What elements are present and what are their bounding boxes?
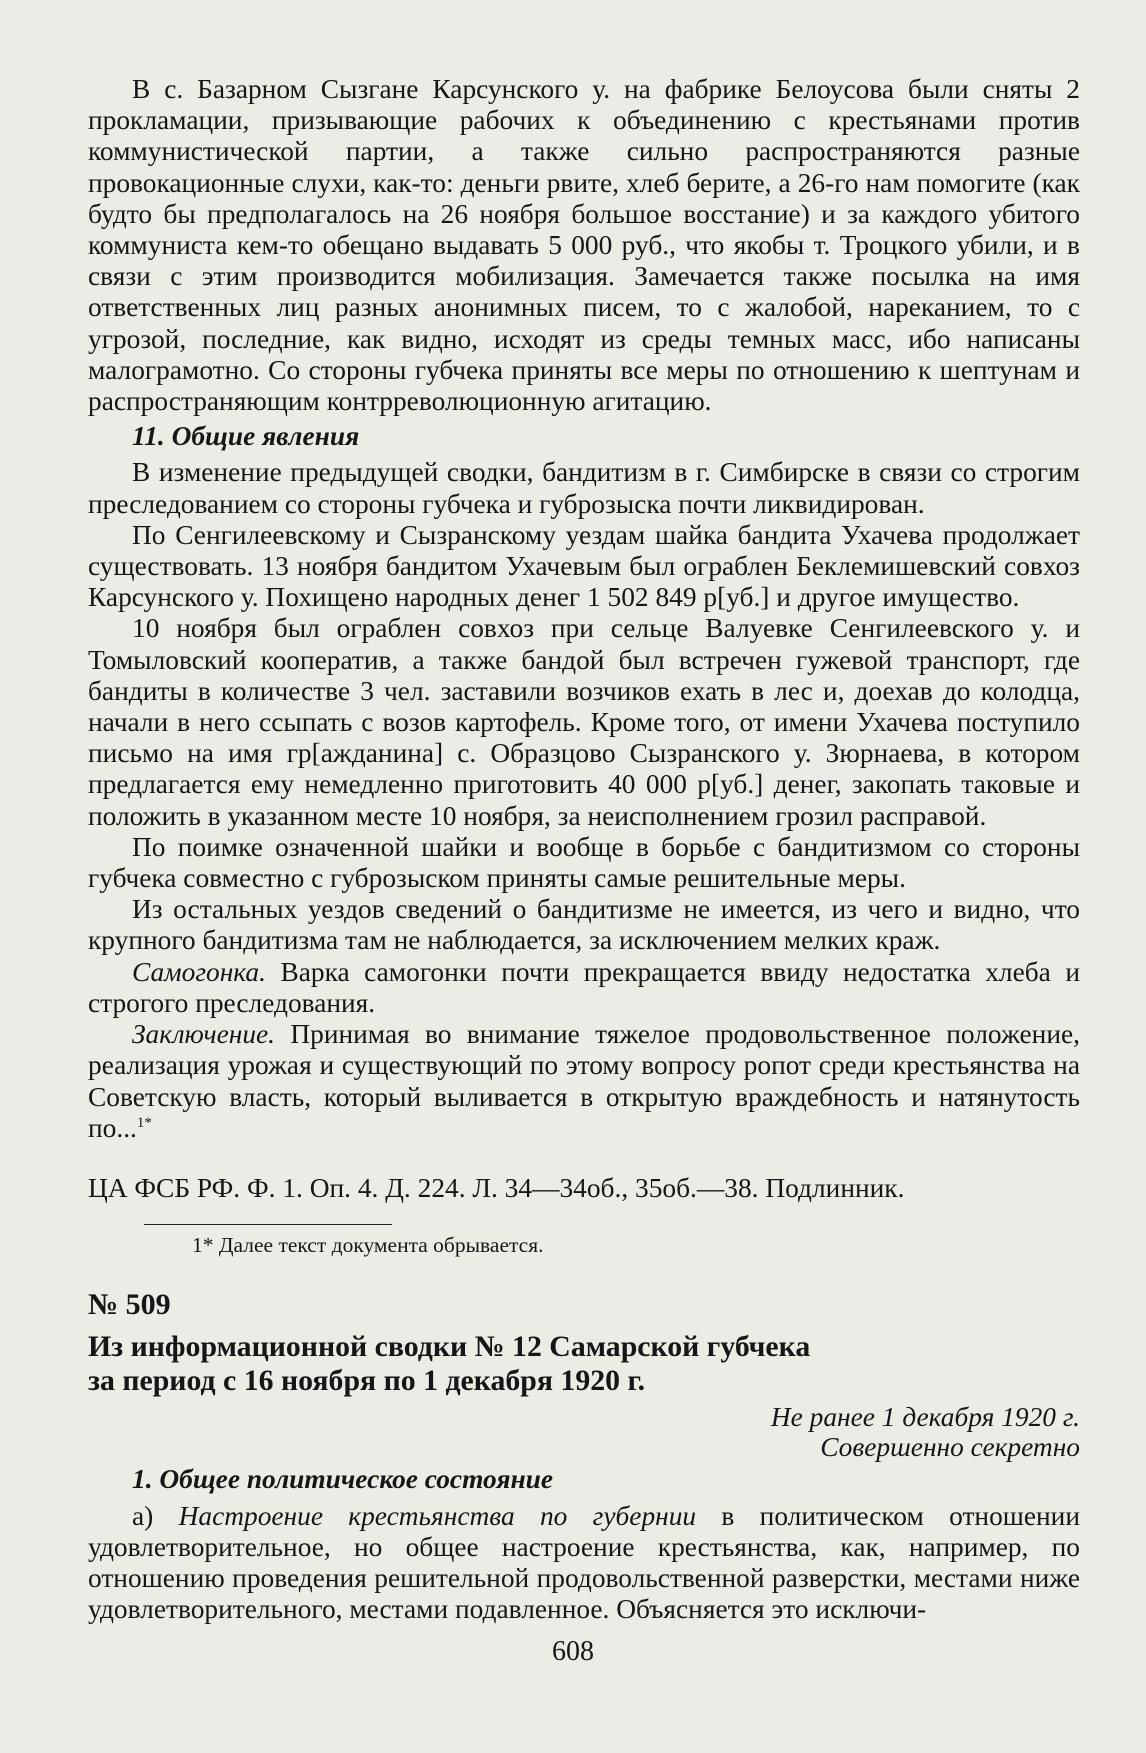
paragraph: Из остальных уездов сведений о бандитизме не имеется, из чего и видно, что крупного бандитизма там не наблюдается, за исключением мелких краж. — [88, 894, 1080, 956]
footnote-reference: 1* — [136, 1114, 152, 1131]
paragraph — [88, 1501, 1080, 1626]
archive-source: ЦА ФСБ РФ. Ф. 1. Оп. 4. Д. 224. Л. 34—34об., 35об.—38. Подлинник. — [88, 1172, 905, 1203]
paragraph — [88, 1019, 1080, 1144]
paragraph-prefix: а) — [132, 1500, 179, 1531]
document-meta — [88, 1402, 1080, 1462]
document-number: № 509 — [88, 1288, 171, 1322]
section-heading: 1. Общее политическое состояние — [132, 1464, 554, 1495]
document-secrecy: Совершенно секретно — [820, 1432, 1080, 1463]
paragraph-label: Настроение крестьянства по губернии — [178, 1500, 697, 1531]
paragraph-label: Самогонка. — [132, 956, 266, 987]
paragraph — [88, 957, 1080, 1019]
footnote — [192, 1232, 1080, 1258]
document-title-line: Из информационной сводки № 12 Самарской губчека — [88, 1330, 811, 1364]
paragraph-text: Варка самогонки почти прекращается ввиду недостатка хлеба и строгого преследования. — [88, 956, 1080, 1018]
paragraph: По Сенгилеевскому и Сызранскому уездам шайка бандита Ухачева продолжает существовать. 13 ноября бандитом Ухачевым был ограблен Беклемишевский совхоз Карсунского у. Похищено народных денег 1 502 849 р[уб.] и другое имущество. — [88, 519, 1080, 613]
document-title — [88, 1330, 1080, 1398]
paragraph-label: Заключение. — [132, 1019, 276, 1050]
footnote-mark: 1* — [192, 1233, 214, 1258]
paragraph: По поимке означенной шайки и вообще в борьбе с бандитизмом со стороны губчека совместно с губрозыском приняты самые решительные меры. — [88, 831, 1080, 894]
document-title-line: за период с 16 ноября по 1 декабря 1920 г. — [88, 1364, 646, 1398]
paragraph: 10 ноября был ограблен совхоз при сельце Валуевке Сенгилеевского у. и Томыловский кооператив, а также бандой был встречен гужевой транспорт, где бандиты в количестве 3 чел. заставили возчиков ехать в лес и, доехав до колодца, начали в него ссыпать с возов картофель. Кроме того, от имени Ухачева поступило письмо на имя гр[ажданина] с. Образцово Сызранского у. Зюрнаева, в котором предлагается ему немедленно приготовить 40 000 р[уб.] денег, закопать таковые и положить в указанном месте 10 ноября, за неисполнением грозил расправой. — [88, 613, 1080, 831]
footnote-divider — [144, 1224, 392, 1225]
paragraph-text: Принимая во внимание тяжелое продовольственное положение, реализация урожая и существующий по этому вопросу ропот среди крестьянства на Советскую власть, который выливается в открытую враждебность и натянутость по... — [88, 1019, 1080, 1143]
text-column — [88, 74, 1080, 1625]
section-heading: 11. Общие явления — [132, 421, 360, 452]
paragraph: В изменение предыдущей сводки, бандитизм в г. Симбирске в связи со строгим преследованием со стороны губчека и губрозыска почти ликвидирован. — [88, 457, 1080, 519]
paragraph: В с. Базарном Сызгане Карсунского у. на фабрике Белоусова были сняты 2 прокламации, призывающие рабочих к объединению с крестьянами против коммунистической партии, а также сильно распространяются разные провокационные слухи, как-то: деньги рвите, хлеб берите, а 26-го нам помогите (как будто бы предполагалось на 26 ноября большое восстание) и за каждого убитого коммуниста кем-то обещано выдавать 5 000 руб., что якобы т. Троцкого убили, и в связи с этим производится мобилизация. Замечается также посылка на имя ответственных лиц разных анонимных писем, то с жалобой, нареканием, то с угрозой, последние, как видно, исходят из среды темных масс, ибо написаны малограмотно. Со стороны губчека приняты все меры по отношению к шептунам и распространяющим контрреволюционную агитацию. — [88, 74, 1080, 417]
paragraph-text: в политическом отношении удовлетворительное, но общее настроение крестьянства, как, например, по отношению проведения решительной продовольственной разверстки, местами ниже удовлетворительного, местами подавленное. Объясняется это исключи- — [88, 1500, 1080, 1625]
document-date: Не ранее 1 декабря 1920 г. — [770, 1402, 1080, 1433]
footnote-text: Далее текст документа обрывается. — [213, 1233, 544, 1258]
page-number: 608 — [552, 1636, 594, 1667]
